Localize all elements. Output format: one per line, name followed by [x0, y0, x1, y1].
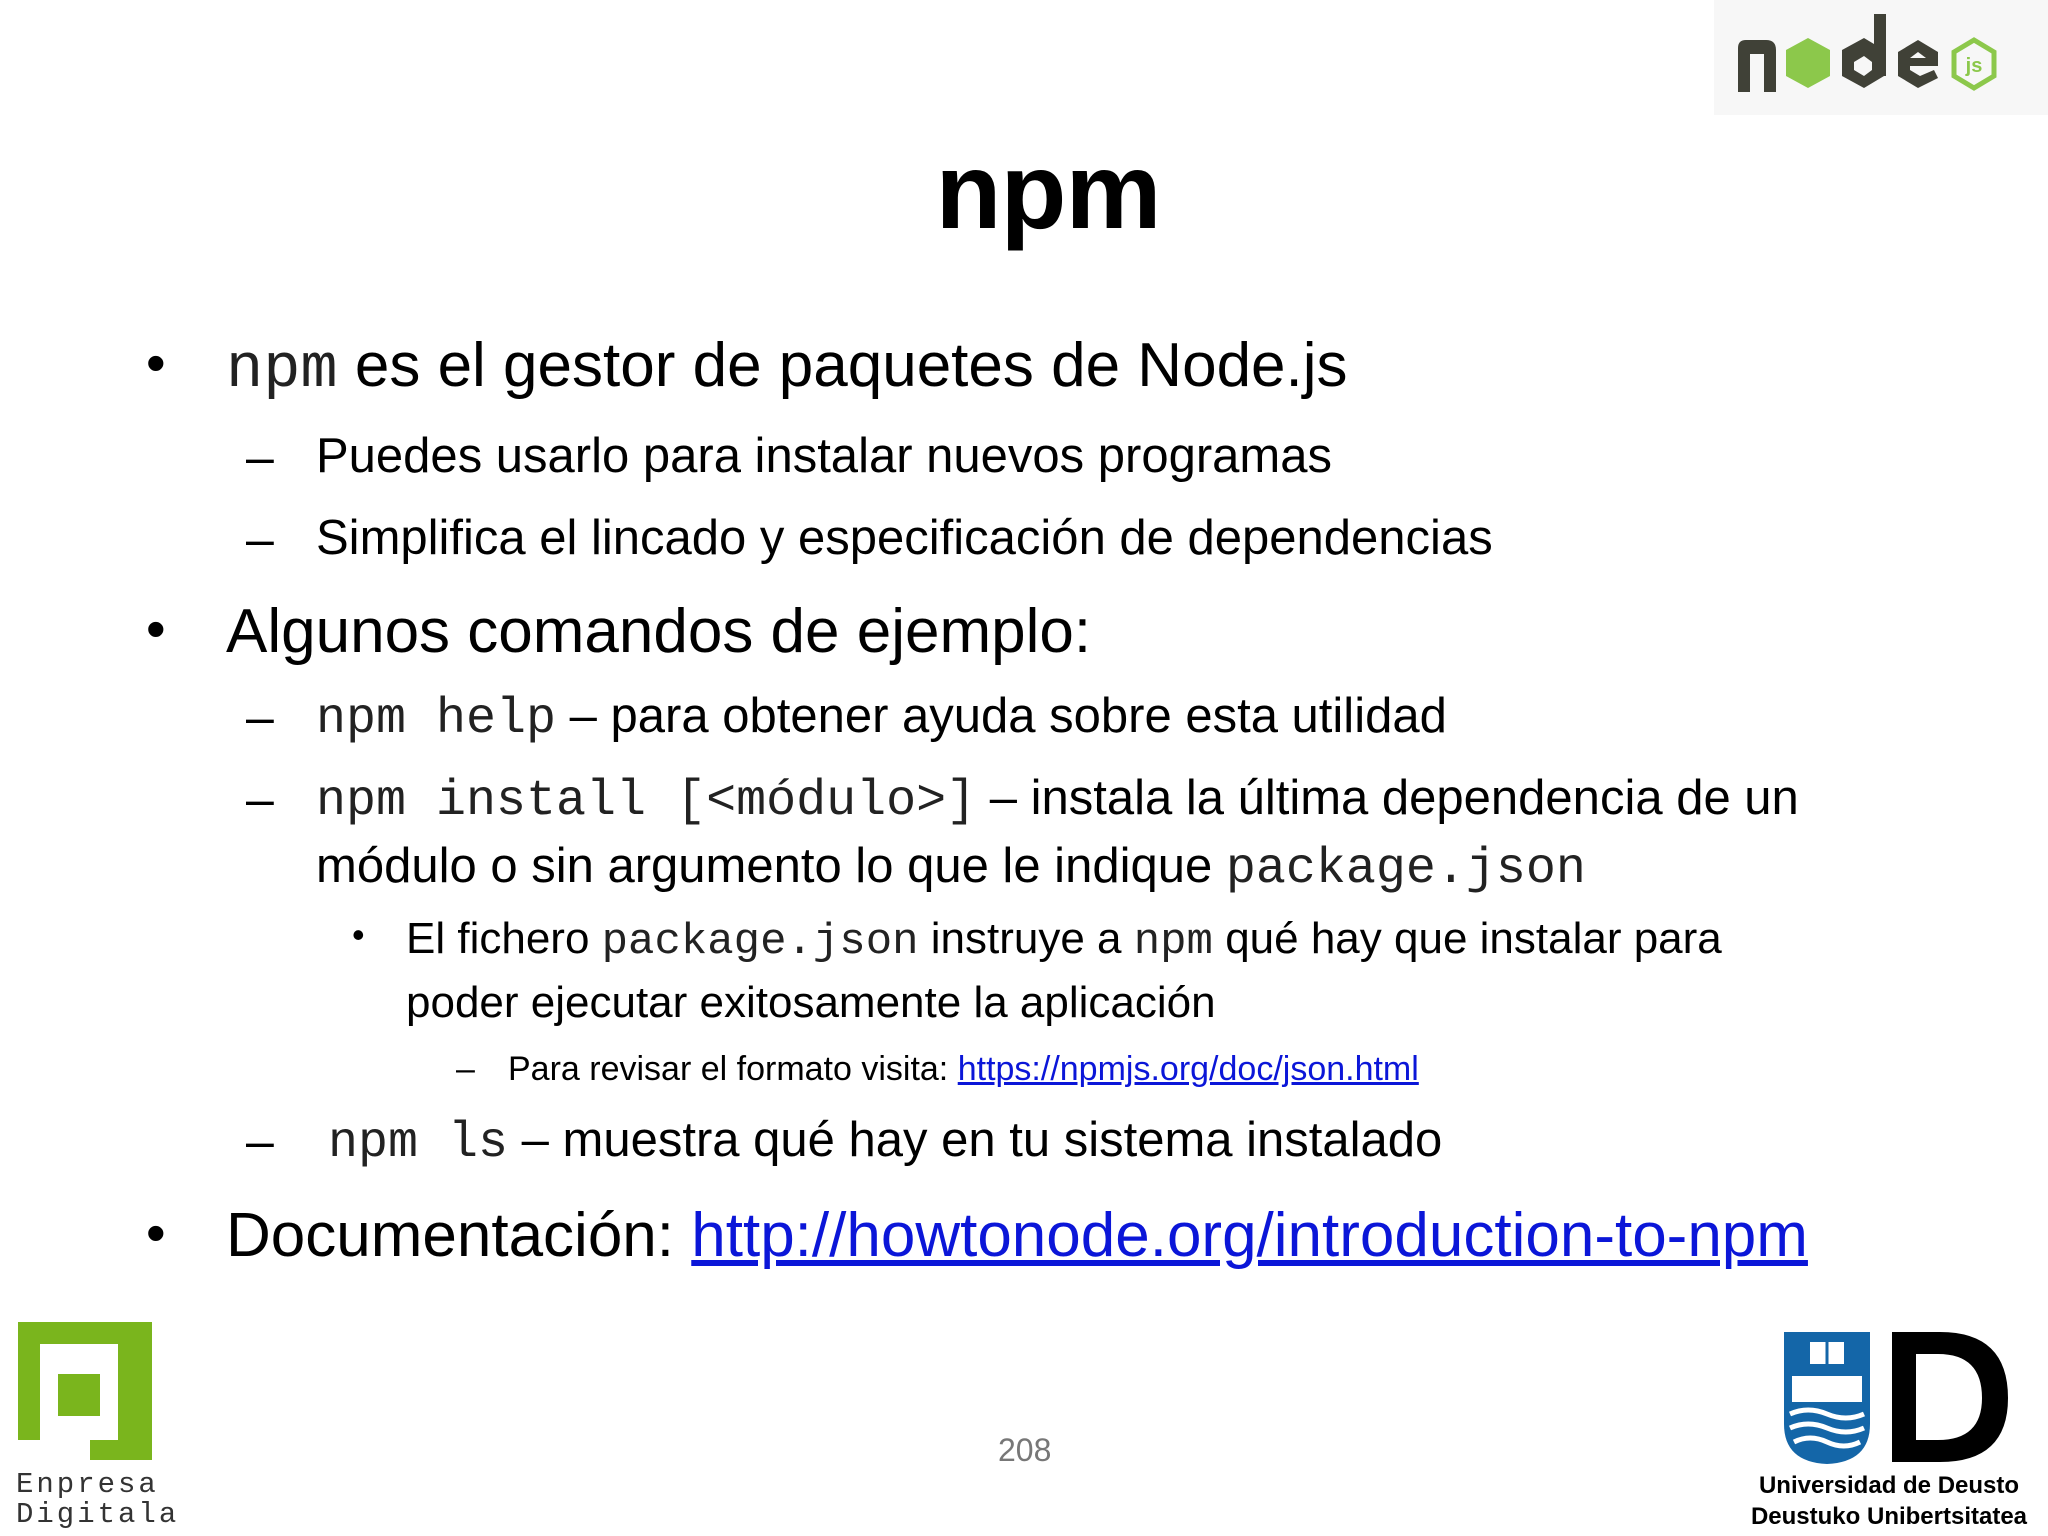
univ-line2: Deustuko Unibertsitatea	[1750, 1503, 2028, 1530]
deusto-logo	[1780, 1328, 2020, 1468]
doc-label: Documentación:	[226, 1201, 675, 1270]
dash-marker: –	[246, 1113, 274, 1169]
ed-line2: Digitala	[16, 1498, 180, 1531]
svg-text:js: js	[1965, 55, 1983, 77]
cmd-install-desc: – instala la última dependencia de un	[989, 771, 1799, 825]
code-package-json: package.json	[1225, 841, 1586, 898]
slide-title: npm	[935, 130, 1161, 251]
cmd-help	[316, 688, 1447, 748]
bullet-npm	[226, 330, 1348, 405]
format-text: Para revisar el formato visita:	[508, 1050, 949, 1088]
dash-marker: –	[246, 429, 274, 485]
cmd-help-desc: – para obtener ayuda sobre esta utilidad	[569, 689, 1447, 743]
format-link[interactable]: https://npmjs.org/doc/json.html	[957, 1050, 1419, 1088]
doc-link[interactable]: http://howtonode.org/introduction-to-npm	[691, 1201, 1808, 1270]
code-npm-ls: npm ls	[328, 1115, 509, 1172]
code-npm-help: npm help	[316, 691, 557, 748]
pkg-mid: instruye a	[930, 914, 1122, 963]
dash-marker: –	[456, 1050, 475, 1088]
code-npm-install: npm install [<módulo>]	[316, 773, 977, 830]
sub-bullet-install: Puedes usarlo para instalar nuevos programas	[316, 429, 1332, 483]
bullet-marker: •	[146, 331, 166, 394]
bullet-marker: •	[146, 1201, 166, 1264]
cmd-install-line2	[316, 838, 1586, 898]
cmd-install	[316, 770, 1799, 830]
univ-line1: Universidad de Deusto	[1758, 1472, 2020, 1499]
enpresa-digitala-text	[16, 1470, 179, 1530]
page-number: 208	[998, 1432, 1052, 1468]
code-npm-2: npm	[1133, 917, 1213, 967]
package-json-note	[406, 914, 1722, 967]
cmd-ls-desc: – muestra qué hay en tu sistema instalado	[521, 1113, 1443, 1167]
package-json-note-line2: poder ejecutar exitosamente la aplicación	[406, 978, 1216, 1027]
bullet-text: es el gestor de paquetes de Node.js	[354, 331, 1348, 400]
code-npm: npm	[226, 334, 338, 405]
code-package-json-2: package.json	[601, 917, 919, 967]
bullet-commands: Algunos comandos de ejemplo:	[226, 597, 1092, 666]
bullet-marker: •	[352, 914, 365, 955]
pkg-pre: El fichero	[406, 914, 590, 963]
bullet-marker: •	[146, 597, 166, 660]
format-note	[508, 1050, 1419, 1089]
dash-marker: –	[246, 689, 274, 745]
nodejs-logo	[1714, 0, 2048, 115]
cmd-install-desc2: módulo o sin argumento lo que le indique	[316, 839, 1213, 893]
ed-line1: Enpresa	[16, 1468, 159, 1501]
deusto-text	[1730, 1470, 2048, 1532]
sub-bullet-linking: Simplifica el lincado y especificación de dependencias	[316, 511, 1493, 565]
dash-marker: –	[246, 511, 274, 567]
bullet-documentation	[226, 1200, 1808, 1271]
dash-marker: –	[246, 771, 274, 827]
pkg-post: qué hay que instalar para	[1225, 914, 1722, 963]
cmd-ls	[328, 1112, 1442, 1172]
